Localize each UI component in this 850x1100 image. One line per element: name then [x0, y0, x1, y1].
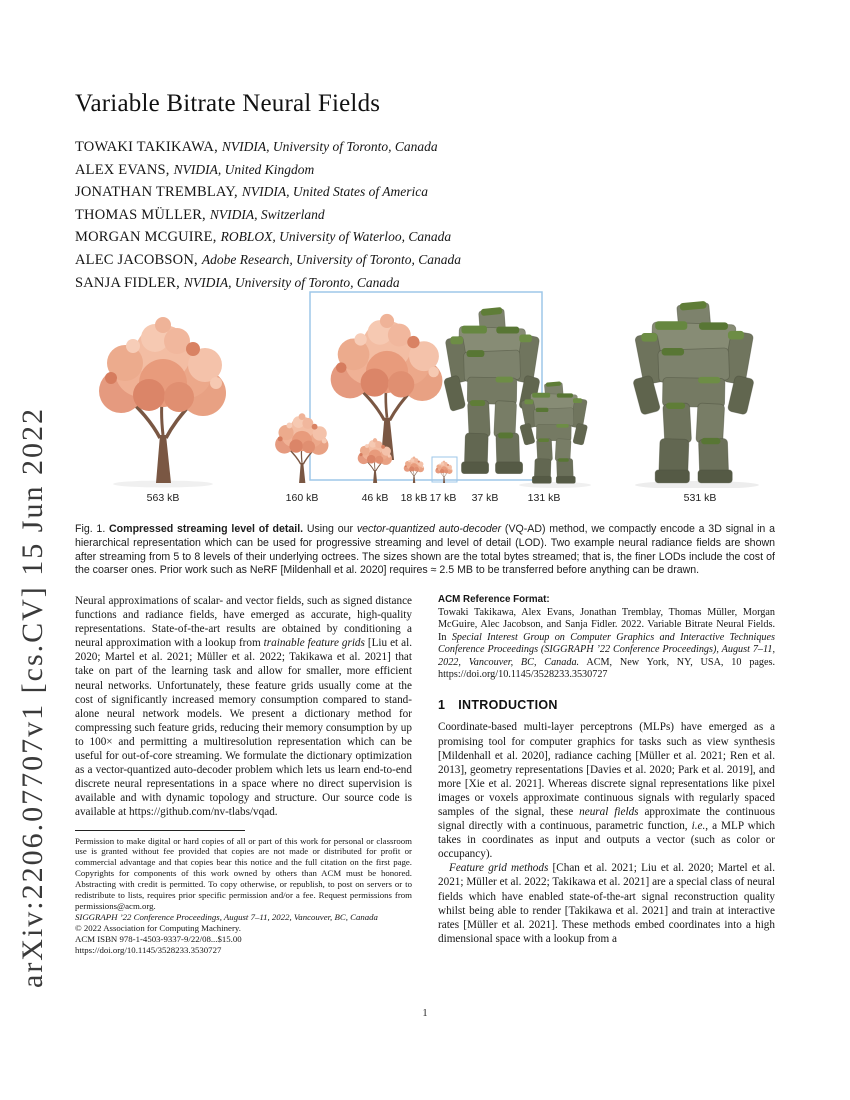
author-affiliation: NVIDIA, United Kingdom [173, 161, 315, 177]
figure-caption-number: Fig. 1. [75, 523, 106, 535]
source-code-link[interactable]: https://github.com/nv-tlabs/vqad [129, 806, 275, 819]
figure-size-label: 18 kB [400, 492, 428, 504]
figure-caption-title: Compressed streaming level of detail. [105, 523, 304, 535]
author-affiliation: ROBLOX, University of Waterloo, Canada [220, 229, 452, 245]
author-name: ALEC JACOBSON, [75, 251, 198, 268]
author-line [75, 161, 461, 179]
acm-reference-text: Towaki Takikawa, Alex Evans, Jonathan Tremblay, Thomas Müller, Morgan McGuire, Alec Jacobson, and Sanja Fidler. 2022. Variable Bitrate Neural Fields. In Special Interest Group on Computer Graphics and Interactive Techniques Conference Proceedings (SIGGRAPH ’22 Conference Proceedings), August 7–11, 2022, Vancouver, BC, Canada. ACM, New York, NY, USA, 10 pages. https://doi.org/10.1145/3528233.3530727 [438, 607, 775, 681]
section-heading-introduction [438, 698, 775, 712]
section-number: 1 [438, 698, 446, 713]
permission-text: Permission to make digital or hard copies of all or part of this work for personal or classroom use is granted without fee provided that copies are not made or distributed for profit or commercial advantage and that copies bear this notice and the full citation on the first page. Copyrights for components of this work owned by others than ACM must be honored. Abstracting with credit is permitted. To copy otherwise, or republish, to post on servers or to redistribute to lists, requires prior specific permission and/or a fee. Request permissions from permissions@acm.org. [75, 835, 412, 911]
tree-18kb [404, 456, 424, 483]
right-column [438, 594, 775, 955]
tree-zoomed [331, 314, 443, 460]
acm-reference-heading: ACM Reference Format: [438, 594, 550, 605]
author-affiliation: NVIDIA, Switzerland [209, 206, 325, 222]
author-name: TOWAKI TAKIKAWA, [75, 139, 218, 155]
golem-37kb-zoomed [444, 307, 541, 474]
conference-line: SIGGRAPH ’22 Conference Proceedings, August 7–11, 2022, Vancouver, BC, Canada [75, 911, 378, 922]
left-column [75, 594, 412, 955]
copyright-line: © 2022 Association for Computing Machinery. [75, 922, 241, 933]
author-affiliation: NVIDIA, University of Toronto, Canada [183, 274, 400, 290]
two-column-body [75, 594, 775, 955]
figure-size-label: 531 kB [683, 492, 717, 504]
author-line [75, 206, 461, 224]
figure-size-label: 131 kB [527, 492, 561, 504]
figure-size-label: 17 kB [429, 492, 457, 504]
abstract-text: Neural approximations of scalar- and vector fields, such as signed distance functions and radiance fields, have emerged as accurate, high-quality representations. State-of-the-art results are obtained by conditioning a neural approximation with a lookup from trainable feature grids [Liu et al. 2020; Martel et al. 2021; Müller et al. 2022; Takikawa et al. 2021] that take on part of the learning task and allow for smaller, more efficient neural networks. Unfortunately, these feature grids usually come at the cost of significantly increased memory consumption compared to stand-alone neural network models. We present a dictionary method for compressing such feature grids, reducing their memory consumption by up to 100× and permitting a multiresolution representation which can be useful for out-of-core streaming. We formulate the dictionary optimization as a vector-quantized auto-decoder problem which lets us learn end-to-end discrete neural representations in a space where no direct supervision is available and with dynamic topology and structure. Our source code is available at https://github.com/nv-tlabs/vqad. [75, 595, 412, 819]
figure-caption: Fig. 1. Compressed streaming level of detail. Using our vector-quantized auto-decoder (VQ-AD) method, we compactly encode a 3D signal in a hierarchical representation which can be used for progressive streaming and level of detail (LOD). Two example neural radiance fields are shown after streaming from 5 to 8 levels of their underlying octrees. The sizes shown are the total bytes streamed; that is, the finer LODs include the cost of the coarser ones. Prior work such as NeRF [Mildenhall et al. 2020] requires ≈ 2.5 MB to be transferred before anything can be drawn. [75, 523, 775, 577]
author-name: MORGAN MCGUIRE, [75, 229, 217, 246]
author-line [75, 251, 461, 269]
golem-531kb [633, 301, 755, 483]
figure-size-label: 46 kB [361, 492, 389, 504]
author-affiliation: Adobe Research, University of Toronto, Canada [201, 251, 461, 267]
author-affiliation: NVIDIA, United States of America [241, 184, 428, 200]
figure-size-label: 160 kB [285, 492, 319, 504]
author-line [75, 228, 461, 246]
author-line [75, 138, 461, 156]
author-list [75, 138, 461, 296]
teaser-figure [75, 288, 775, 518]
figure-size-label: 37 kB [471, 492, 499, 504]
tree-160kb [275, 413, 328, 483]
arxiv-watermark: arXiv:2206.07707v1 [cs.CV] 15 Jun 2022 [16, 407, 49, 988]
intro-paragraph-1: Coordinate-based multi-layer perceptrons (MLPs) have emerged as a promising tool for computer graphics for tasks such as view synthesis [Mildenhall et al. 2020], radiance caching [Müller et al. 2021; Ren et al. 2013], geometry representations [Davies et al. 2020; Park et al. 2019], and more [Xie et al. 2021]. Whereas discrete signal representations like pixel images or voxels approximate continuous signals with regularly spaced samples of the signal, these neural fields approximate the continuous signal directly with a continuous, parametric function, i.e., a MLP which takes in coordinates as input and outputs a vector (such as color or occupancy). [438, 721, 775, 861]
page-number: 1 [422, 1008, 428, 1019]
paper-title: Variable Bitrate Neural Fields [75, 90, 381, 117]
author-name: JONATHAN TREMBLAY, [75, 184, 238, 201]
doi-link[interactable]: https://doi.org/10.1145/3528233.3530727 [75, 944, 222, 955]
footnote-rule [75, 830, 245, 831]
teaser-figure-image [75, 288, 775, 488]
author-name: THOMAS MÜLLER, [75, 206, 206, 223]
tree-563kb [99, 317, 226, 483]
intro-paragraph-2: Feature grid methods [Chan et al. 2021; Liu et al. 2020; Martel et al. 2021; Müller et al. 2022; Takikawa et al. 2021] are a special class of neural fields which have enabled state-of-the-art signal reconstruction quality whilst being able to render [Takikawa et al. 2021] and train at interactive rates [Müller et al. 2021]. These methods embed coordinates into a high dimensional space with a lookup from a [438, 862, 776, 945]
author-name: SANJA FIDLER, [75, 274, 180, 291]
author-name: ALEX EVANS, [75, 161, 170, 178]
acm-reference-doi-link[interactable]: https://doi.org/10.1145/3528233.3530727 [438, 669, 608, 681]
figure-size-label: 563 kB [146, 492, 180, 504]
footnote-block [75, 830, 412, 956]
isbn-line: ACM ISBN 978-1-4503-9337-9/22/08...$15.00 [75, 933, 242, 944]
author-affiliation: NVIDIA, University of Toronto, Canada [221, 139, 438, 154]
author-line [75, 183, 461, 201]
section-title: INTRODUCTION [458, 698, 558, 713]
